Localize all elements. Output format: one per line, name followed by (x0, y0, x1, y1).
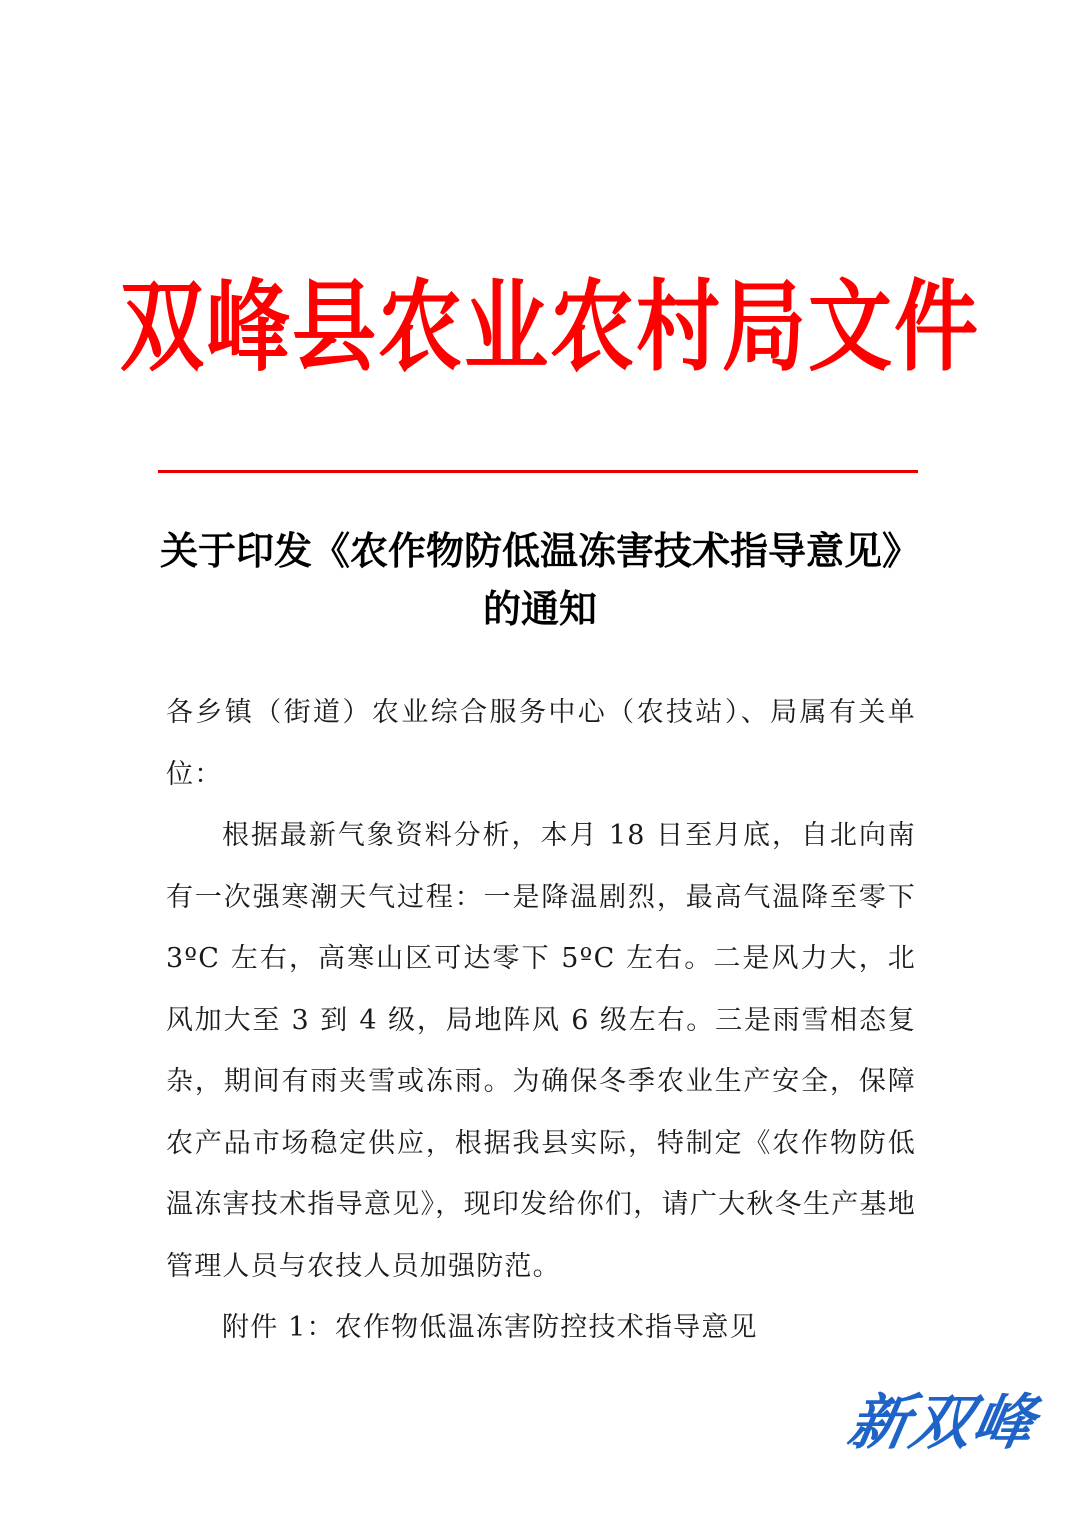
attachment-line: 附件 1：农作物低温冻害防控技术指导意见 (222, 1312, 758, 1343)
document-title (100, 522, 980, 638)
document-body (166, 682, 916, 1359)
document-title-line-1: 关于印发《农作物防低温冻害技术指导意见》 (159, 528, 920, 573)
watermark-logo (842, 1375, 1050, 1475)
body-paragraph: 根据最新气象资料分析，本月 18 日至月底，自北向南有一次强寒潮天气过程：一是降温剧烈，最高气温降至零下 3ºC 左右，高寒山区可达零下 5ºC 左右。二是风力大，北风加大至 3 到 4 级，局地阵风 6 级左右。三是雨雪相态复杂，期间有雨夹雪或冻雨。为确保冬季农业生产安全，保障农产品市场稳定供应，根据我县实际，特制定《农作物防低温冻害技术指导意见》，现印发给你们，请广大秋冬生产基地管理人员与农技人员加强防范。 (166, 820, 916, 1282)
document-title-line-2: 的通知 (482, 586, 597, 631)
watermark-text: 新双峰 (842, 1388, 1042, 1458)
salutation: 各乡镇（街道）农业综合服务中心（农技站）、局属有关单位： (166, 697, 916, 790)
red-divider-line (158, 470, 918, 473)
issuer-header: 双峰县农业农村局文件 (120, 268, 981, 385)
